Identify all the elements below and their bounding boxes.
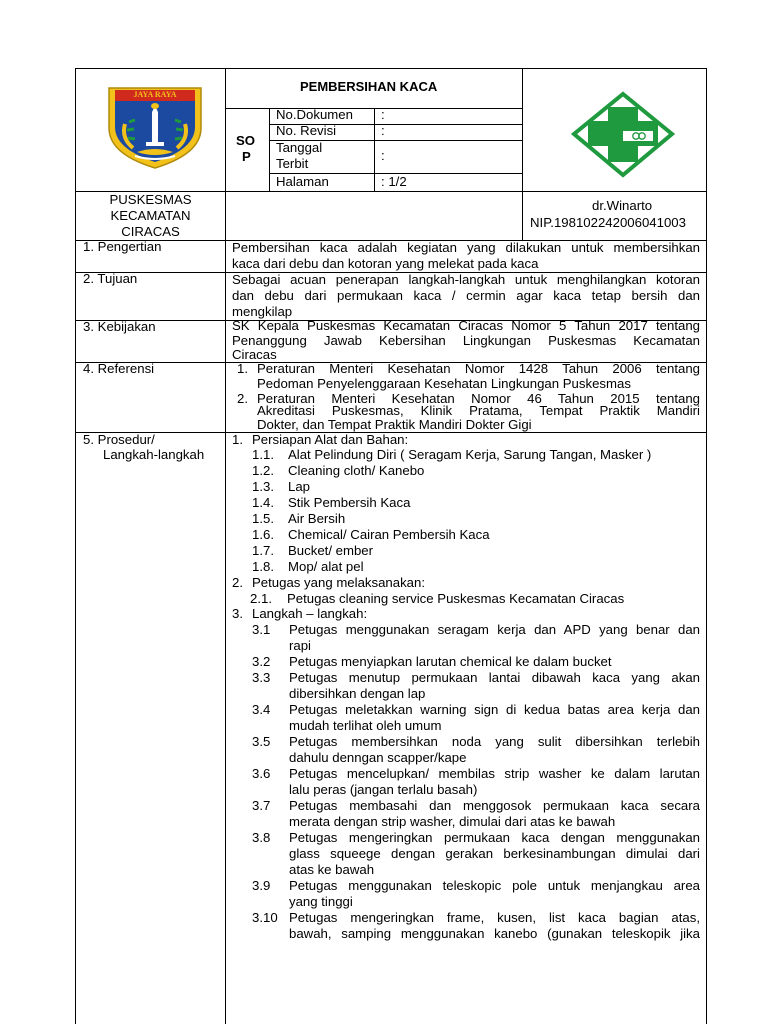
alat-number: 1.8. — [252, 559, 274, 574]
alat-number: 1.6. — [252, 527, 274, 542]
section-label-prosedur: 5. Prosedur/ — [83, 432, 155, 447]
langkah-text: Petugas menggunakan teleskopic pole untuk menjangkau area — [289, 878, 700, 893]
tujuan-text: mengkilap — [232, 304, 293, 319]
langkah-number: 3.3 — [252, 670, 271, 685]
langkah-text: merata dengan strip washer, dimulai dari atas ke bawah — [289, 814, 616, 829]
section-label-tujuan: 2. Tujuan — [83, 271, 138, 286]
sop-label: P — [242, 149, 251, 164]
langkah-number: 3.7 — [252, 798, 271, 813]
kebijakan-text: Ciracas — [232, 347, 277, 362]
langkah-text: Petugas menggunakan seragam kerja dan APD yang benar dan — [289, 622, 700, 637]
langkah-text: Petugas mengeringkan frame, kusen, list kaca bagian atas, — [289, 910, 700, 925]
langkah-text: dibersihkan dengan lap — [289, 686, 426, 701]
langkah-number: 3.8 — [252, 830, 271, 845]
langkah-number: 3.5 — [252, 734, 271, 749]
tujuan-text: dan debu dari permukaan kaca / cermin agar kaca tetap bersih dan — [232, 288, 700, 303]
section-label-kebijakan: 3. Kebijakan — [83, 319, 156, 334]
alat-item: Stik Pembersih Kaca — [288, 495, 411, 510]
pengertian-text: kaca dari debu dan kotoran yang melekat pada kaca — [232, 256, 539, 271]
alat-item: Lap — [288, 479, 311, 494]
langkah-text: mudah terlihat oleh umum — [289, 718, 442, 733]
meta-divider-1 — [269, 108, 270, 191]
jakarta-logo — [105, 82, 205, 170]
pengertian-text: Pembersihan kaca adalah kegiatan yang dilakukan untuk membersihkan — [232, 240, 700, 255]
alat-item: Cleaning cloth/ Kanebo — [288, 463, 425, 478]
institution-line: CIRACAS — [121, 224, 180, 239]
petugas-number: 2.1. — [250, 591, 272, 606]
prosedur-heading-number: 1. — [232, 432, 243, 447]
column-divider-left — [225, 68, 226, 1024]
langkah-text: rapi — [289, 638, 311, 653]
langkah-text: bawah, samping menggunakan kanebo (gunakan teleskopik jika — [289, 926, 700, 941]
langkah-number: 3.6 — [252, 766, 271, 781]
sop-label: SO — [236, 133, 256, 148]
section-label-referensi: 4. Referensi — [83, 361, 155, 376]
prosedur-heading-number: 3. — [232, 606, 243, 621]
langkah-text: Petugas menyiapkan larutan chemical ke dalam bucket — [289, 654, 612, 669]
prosedur-heading: Petugas yang melaksanakan: — [252, 575, 426, 590]
prosedur-heading-number: 2. — [232, 575, 243, 590]
section-label-pengertian: 1. Pengertian — [83, 239, 162, 254]
alat-item: Chemical/ Cairan Pembersih Kaca — [288, 527, 490, 542]
langkah-text: Petugas menutup permukaan lantai dibawah kaca yang akan — [289, 670, 700, 685]
meta-value-tanggal-terbit: : — [381, 148, 385, 163]
prosedur-heading: Persiapan Alat dan Bahan: — [252, 432, 409, 447]
langkah-number: 3.9 — [252, 878, 271, 893]
document-title: PEMBERSIHAN KACA — [300, 79, 438, 94]
petugas-item: Petugas cleaning service Puskesmas Kecamatan Ciracas — [287, 591, 625, 606]
langkah-number: 3.10 — [252, 910, 278, 925]
langkah-number: 3.4 — [252, 702, 271, 717]
langkah-number: 3.2 — [252, 654, 271, 669]
meta-value-no-revisi: : — [381, 123, 385, 138]
langkah-text: yang tinggi — [289, 894, 353, 909]
alat-number: 1.7. — [252, 543, 274, 558]
meta-divider-2 — [374, 108, 375, 191]
langkah-text: Petugas membasahi dan menggosok permukaan kaca secara — [289, 798, 700, 813]
meta-label-tanggal: Tanggal — [276, 140, 323, 155]
puskesmas-logo — [571, 91, 675, 178]
section-label-prosedur: Langkah-langkah — [103, 447, 205, 462]
meta-label-halaman: Halaman — [276, 174, 329, 189]
table-border-right — [706, 68, 707, 1024]
alat-item: Bucket/ ember — [288, 543, 374, 558]
signer-name: dr.Winarto — [592, 198, 653, 213]
referensi-text: Dokter, dan Tempat Praktik Mandiri Dokter Gigi — [257, 417, 532, 432]
alat-number: 1.5. — [252, 511, 274, 526]
langkah-text: Petugas meletakkan warning sign di kedua batas area kerja dan — [289, 702, 700, 717]
table-border-top — [75, 68, 707, 69]
alat-number: 1.2. — [252, 463, 274, 478]
langkah-text: Petugas mengeringkan permukaan kaca dengan menggunakan — [289, 830, 700, 845]
kebijakan-text: Penanggung Jawab Kebersihan Lingkungan Puskesmas Kecamatan — [232, 333, 700, 348]
alat-item: Air Bersih — [288, 511, 346, 526]
langkah-number: 3.1 — [252, 622, 271, 637]
alat-number: 1.4. — [252, 495, 274, 510]
referensi-text: Peraturan Menteri Kesehatan Nomor 1428 Tahun 2006 tentang — [257, 361, 700, 376]
column-divider-right — [522, 68, 523, 240]
meta-label-no-dokumen: No.Dokumen — [276, 107, 353, 122]
alat-number: 1.3. — [252, 479, 274, 494]
kebijakan-text: SK Kepala Puskesmas Kecamatan Ciracas Nomor 5 Tahun 2017 tentang — [232, 318, 700, 333]
langkah-text: Petugas mencelupkan/ membilas strip washer ke dalam larutan — [289, 766, 700, 781]
meta-value-no-dokumen: : — [381, 107, 385, 122]
referensi-text: Peraturan Menteri Kesehatan Nomor 46 Tahun 2015 tentang — [257, 391, 700, 406]
referensi-number: 2. — [237, 391, 248, 406]
puskesmas-cross-icon — [571, 91, 675, 178]
langkah-text: Petugas membersihkan noda yang sulit dibersihkan terlebih — [289, 734, 700, 749]
institution-line: PUSKESMAS — [109, 192, 192, 207]
institution-line: KECAMATAN — [110, 208, 191, 223]
alat-item: Alat Pelindung Diri ( Seragam Kerja, Sarung Tangan, Masker ) — [288, 447, 652, 462]
referensi-number: 1. — [237, 361, 248, 376]
prosedur-heading: Langkah – langkah: — [252, 606, 368, 621]
meta-label-terbit: Terbit — [276, 156, 309, 171]
referensi-text: Pedoman Penyelenggaraan Kesehatan Lingkungan Puskesmas — [257, 376, 631, 391]
signer-nip: NIP.198102242006041003 — [530, 215, 686, 230]
tujuan-text: Sebagai acuan penerapan langkah-langkah untuk menghilangkan kotoran — [232, 272, 700, 287]
alat-item: Mop/ alat pel — [288, 559, 364, 574]
referensi-text: Akreditasi Puskesmas, Klinik Pratama, Tempat Praktik Mandiri — [257, 403, 700, 418]
meta-value-halaman: : 1/2 — [381, 174, 407, 189]
langkah-text: glass squeege dengan gerakan berkesinambungan dimulai dari — [289, 846, 700, 861]
langkah-text: atas ke bawah — [289, 862, 375, 877]
jakarta-logo-text: JAYA RAYA — [133, 90, 177, 99]
langkah-text: dahulu denngan scapper/kape — [289, 750, 467, 765]
langkah-text: lalu peras (jangan terlalu basah) — [289, 782, 478, 797]
meta-label-no-revisi: No. Revisi — [276, 123, 337, 138]
alat-number: 1.1. — [252, 447, 274, 462]
